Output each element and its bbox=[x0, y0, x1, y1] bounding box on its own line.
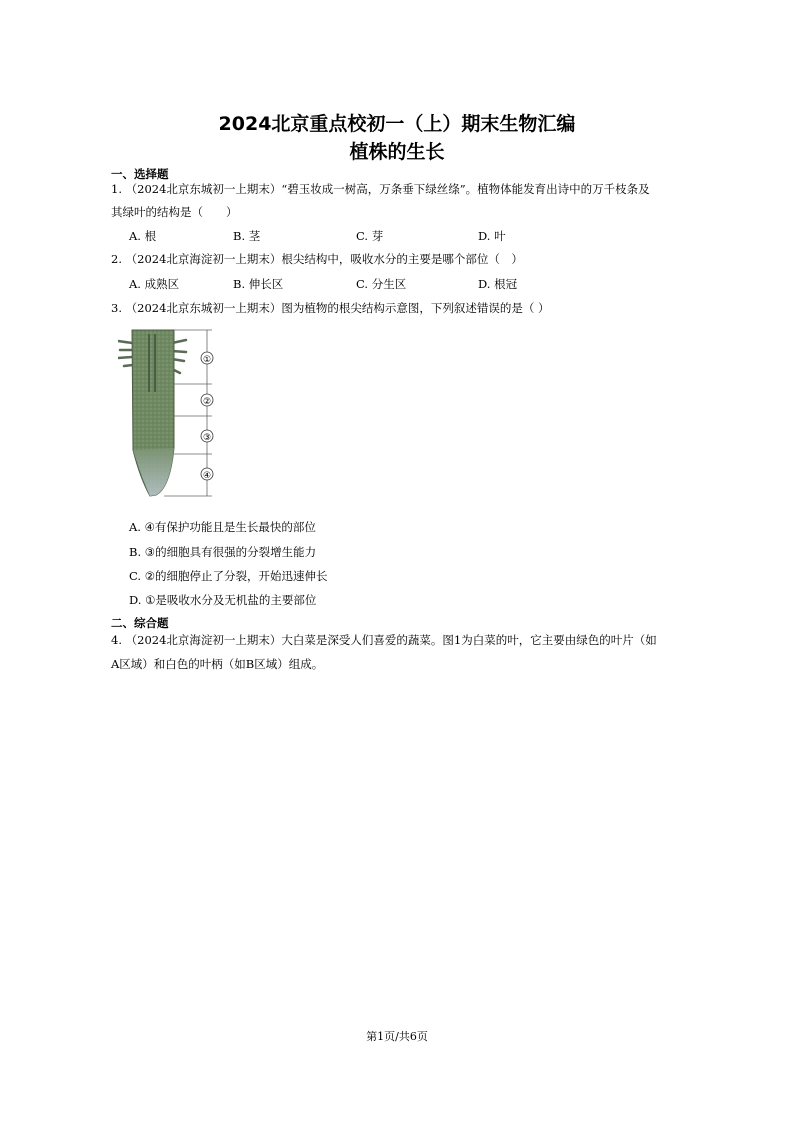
label-region-4: ④ bbox=[202, 471, 212, 481]
document-title: 2024北京重点校初一（上）期末生物汇编 bbox=[218, 113, 576, 135]
question-3-text: 3. （2024北京东城初一上期末）图为植物的根尖结构示意图，下列叙述错误的是（ ） bbox=[111, 301, 550, 315]
question-4-text-line2: A区域）和白色的叶柄（如B区域）组成。 bbox=[111, 657, 324, 671]
question-1-text-line1: 1. （2024北京东城初一上期末）“碧玉妆成一树高，万条垂下绿丝绦”。植物体能发育出诗中的万千枝条及 bbox=[111, 182, 650, 196]
question-1-option-d: D. 叶 bbox=[478, 229, 506, 243]
section-heading-choice: 一、选择题 bbox=[111, 167, 169, 181]
question-1-option-b: B. 茎 bbox=[233, 229, 261, 243]
root-tip-diagram bbox=[118, 328, 218, 500]
question-2-option-c: C. 分生区 bbox=[356, 277, 407, 291]
question-3-option-d: D. ①是吸收水分及无机盐的主要部位 bbox=[129, 593, 317, 607]
question-2-option-b: B. 伸长区 bbox=[233, 277, 284, 291]
document-subtitle: 植株的生长 bbox=[349, 141, 445, 163]
page-number-footer: 第1页/共6页 bbox=[366, 1030, 428, 1043]
question-2-text: 2. （2024北京海淀初一上期末）根尖结构中，吸收水分的主要是哪个部位（ ） bbox=[111, 252, 523, 266]
question-3-option-b: B. ③的细胞具有很强的分裂增生能力 bbox=[129, 545, 317, 559]
label-region-3: ③ bbox=[202, 433, 212, 443]
label-region-2: ② bbox=[202, 397, 212, 407]
question-1-option-c: C. 芽 bbox=[356, 229, 384, 243]
question-1-text-line2: 其绿叶的结构是（ ） bbox=[111, 205, 238, 219]
question-3-option-a: A. ④有保护功能且是生长最快的部位 bbox=[129, 520, 316, 534]
question-4-text-line1: 4. （2024北京海淀初一上期末）大白菜是深受人们喜爱的蔬菜。图1为白菜的叶，它主要由绿色的叶片（如 bbox=[111, 633, 657, 647]
section-heading-comprehensive: 二、综合题 bbox=[111, 616, 169, 630]
question-2-option-d: D. 根冠 bbox=[478, 277, 518, 291]
question-1-option-a: A. 根 bbox=[129, 229, 157, 243]
question-3-option-c: C. ②的细胞停止了分裂，开始迅速伸长 bbox=[129, 569, 328, 583]
label-region-1: ① bbox=[202, 355, 212, 365]
question-2-option-a: A. 成熟区 bbox=[129, 277, 180, 291]
